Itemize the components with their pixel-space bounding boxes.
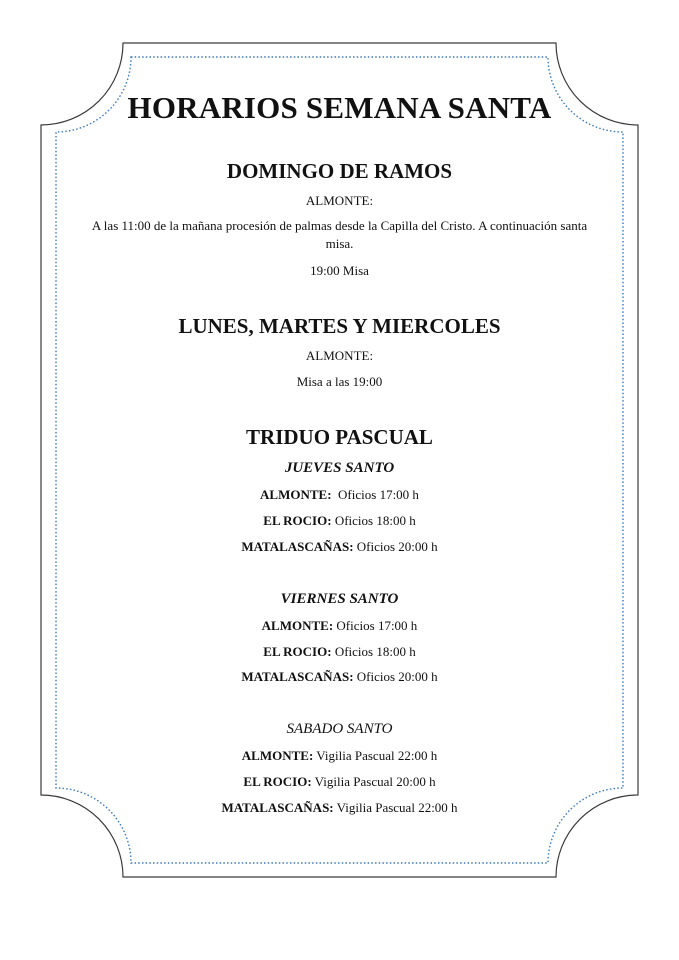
section-heading-lunes: LUNES, MARTES Y MIERCOLES [178,314,501,338]
schedule-location: MATALASCAÑAS: [241,539,354,554]
schedule-location: ALMONTE: [261,618,334,633]
schedule-entry [0,800,679,816]
schedule-event: Oficios 18:00 h [331,513,416,528]
schedule-entry [0,774,679,790]
schedule-location: ALMONTE: [241,748,314,763]
schedule-event: Oficios 20:00 h [353,669,438,684]
schedule-entry [0,618,679,634]
schedule-event: Oficios 18:00 h [331,644,416,659]
schedule-entry [0,539,679,555]
schedule-event: Vigilia Pascual 22:00 h [313,748,438,763]
schedule-event: Vigilia Pascual 22:00 h [333,800,458,815]
schedule-entry [0,487,679,503]
schedule-location: MATALASCAÑAS: [221,800,334,815]
section-heading-triduo: TRIDUO PASCUAL [246,425,433,449]
schedule-location: EL ROCIO: [243,774,312,789]
section-heading-domingo: DOMINGO DE RAMOS [226,159,453,183]
schedule-entry [0,669,679,685]
domingo-description: A las 11:00 de la mañana procesión de palmas desde la Capilla del Cristo. A continuación santa misa. [91,218,588,251]
schedule-event: Oficios 17:00 h [331,487,419,502]
schedule-event: Oficios 20:00 h [353,539,438,554]
schedule-location: MATALASCAÑAS: [241,669,354,684]
lunes-mass-time: Misa a las 19:00 [296,374,383,389]
schedule-location: ALMONTE: [260,487,332,502]
page-title: HORARIOS SEMANA SANTA [127,90,552,125]
schedule-entry [0,644,679,660]
day-heading-jueves: JUEVES SANTO [284,460,395,476]
domingo-mass-time: 19:00 Misa [310,263,369,278]
schedule-event: Vigilia Pascual 20:00 h [311,774,436,789]
schedule-entry [0,748,679,764]
schedule-event: Oficios 17:00 h [333,618,418,633]
schedule-entry [0,513,679,529]
schedule-location: EL ROCIO: [263,513,332,528]
day-heading-sabado: SABADO SANTO [286,721,393,737]
lunes-place: ALMONTE: [305,348,374,363]
day-heading-viernes: VIERNES SANTO [280,591,399,607]
schedule-location: EL ROCIO: [263,644,332,659]
domingo-place: ALMONTE: [305,193,374,208]
